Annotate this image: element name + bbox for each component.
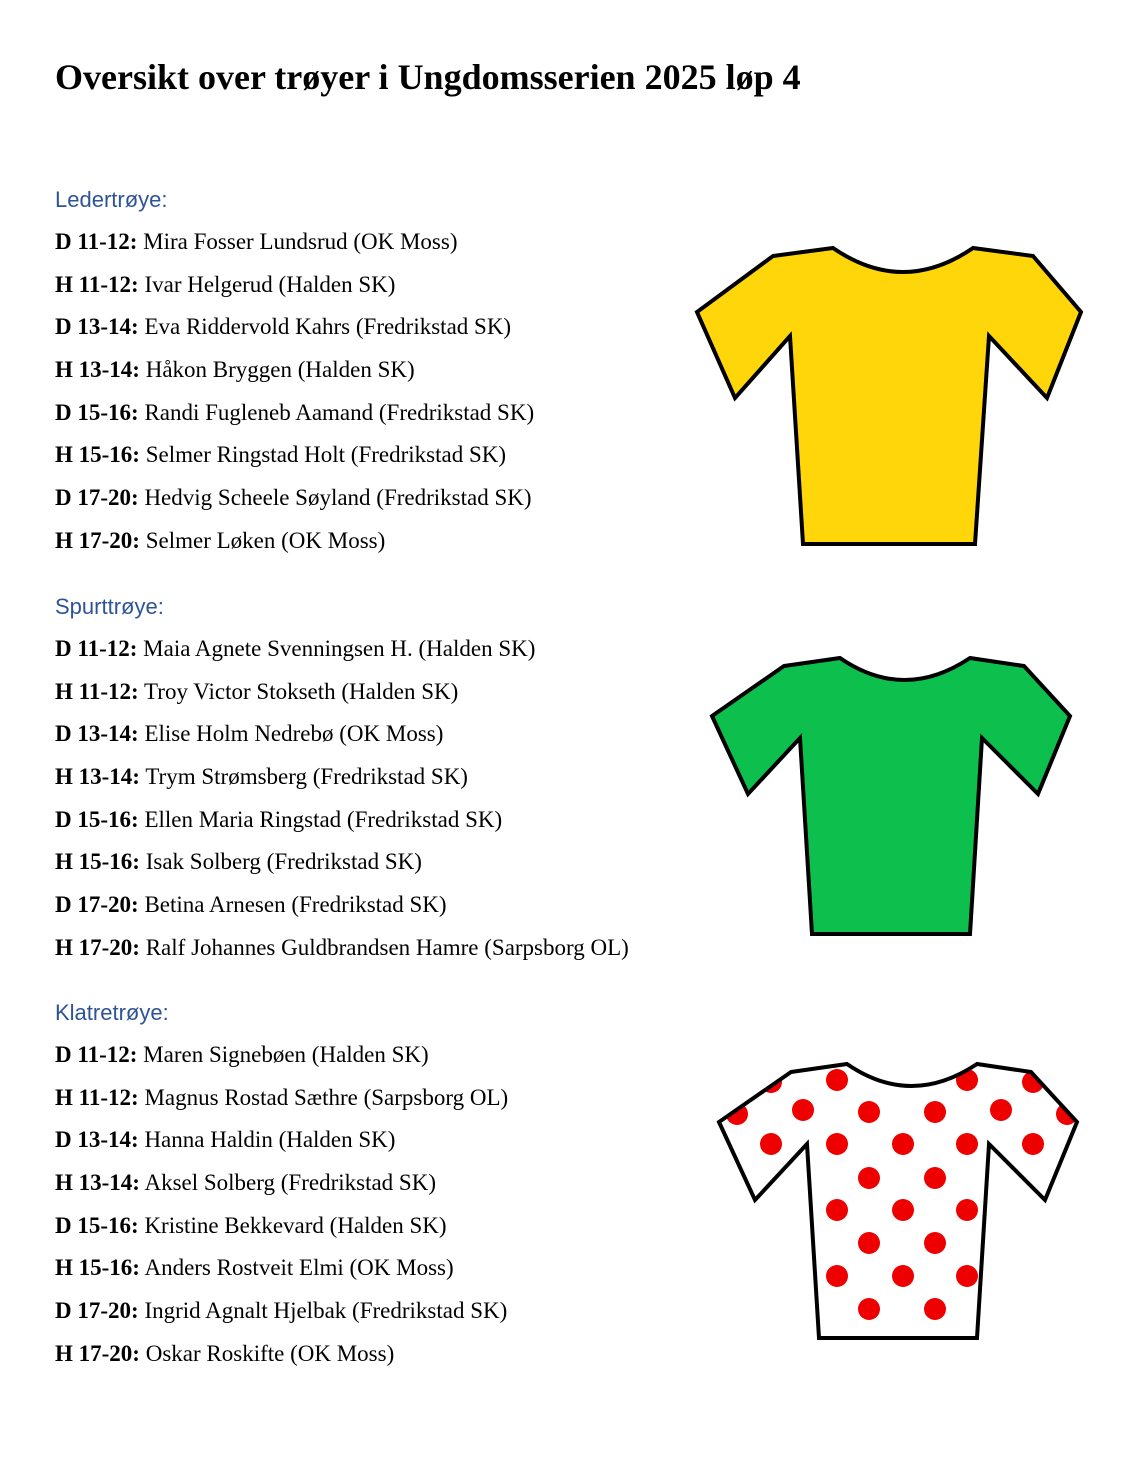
class-label: D 11-12: [55,1042,138,1067]
class-label: D 17-20: [55,892,139,918]
list-item [55,1166,695,1209]
rider-name: Ellen Maria Ringstad (Fredrikstad SK) [144,806,503,832]
class-label: H 13-14: [55,357,140,383]
class-label: D 11-12: [55,229,138,254]
list-item [55,396,695,439]
class-label: H 17-20: [55,1340,140,1366]
green-jersey-icon [708,654,1074,938]
list-item [55,524,695,567]
list-item [55,1038,695,1081]
rider-name: Eva Riddervold Kahrs (Fredrikstad SK) [144,314,512,340]
rider-name: Trym Strømsberg (Fredrikstad SK) [145,764,468,790]
rider-name: Selmer Løken (OK Moss) [145,527,386,553]
rider-name: Mira Fosser Lundsrud (OK Moss) [143,229,458,254]
rider-name: Anders Rostveit Elmi (OK Moss) [144,1255,454,1281]
list-item [55,1337,695,1380]
section-ledertroye [55,185,695,567]
class-label: H 15-16: [55,849,140,875]
list-item [55,1123,695,1166]
section-heading: Ledertrøye: [55,187,168,212]
list-item [55,888,695,931]
rider-name: Ivar Helgerud (Halden SK) [144,271,396,297]
rider-name: Magnus Rostad Sæthre (Sarpsborg OL) [144,1084,509,1110]
list-item [55,268,695,311]
class-label: H 15-16: [55,1255,140,1281]
rider-name: Hedvig Scheele Søyland (Fredrikstad SK) [144,485,532,511]
class-label: D 13-14: [55,1127,139,1153]
yellow-jersey-icon [693,244,1085,548]
class-label: H 17-20: [55,934,140,960]
rider-name: Hanna Haldin (Halden SK) [144,1127,396,1153]
section-klatretroye [55,998,695,1380]
polka-dot-jersey-icon [715,1060,1081,1342]
list-item [55,717,695,760]
rider-name: Randi Fugleneb Aamand (Fredrikstad SK) [144,399,535,425]
list-item [55,225,695,268]
list-item [55,632,695,675]
class-label: D 11-12: [55,636,138,661]
list-item [55,1081,695,1124]
rider-name: Isak Solberg (Fredrikstad SK) [145,849,422,875]
class-label: H 17-20: [55,527,140,553]
section-heading: Klatretrøye: [55,1000,169,1025]
class-label: H 11-12: [55,678,139,704]
list-item [55,310,695,353]
class-label: H 13-14: [55,764,140,790]
list-item [55,931,695,974]
class-label: D 17-20: [55,485,139,511]
rider-name: Oskar Roskifte (OK Moss) [145,1340,395,1366]
rider-name: Elise Holm Nedrebø (OK Moss) [144,721,444,747]
rider-name: Maren Signebøen (Halden SK) [143,1042,429,1067]
class-label: H 11-12: [55,1084,139,1110]
list-item [55,1251,695,1294]
list-item [55,760,695,803]
rider-name: Ralf Johannes Guldbrandsen Hamre (Sarpsborg OL) [145,934,629,960]
rider-name: Kristine Bekkevard (Halden SK) [144,1212,447,1238]
rider-name: Troy Victor Stokseth (Halden SK) [144,678,459,704]
list-item [55,438,695,481]
list-item [55,481,695,524]
class-label: D 15-16: [55,1212,139,1238]
list-item [55,845,695,888]
rider-name: Ingrid Agnalt Hjelbak (Fredrikstad SK) [144,1298,508,1324]
class-label: D 15-16: [55,806,139,832]
rider-name: Maia Agnete Svenningsen H. (Halden SK) [143,636,536,661]
class-label: D 13-14: [55,721,139,747]
page-title: Oversikt over trøyer i Ungdomsserien 2025 løp 4 [55,57,801,97]
section-heading: Spurttrøye: [55,594,164,619]
rider-name: Håkon Bryggen (Halden SK) [145,357,415,383]
list-item [55,1294,695,1337]
rider-name: Betina Arnesen (Fredrikstad SK) [144,892,447,918]
rider-name: Selmer Ringstad Holt (Fredrikstad SK) [145,442,507,468]
list-item [55,353,695,396]
rider-name: Aksel Solberg (Fredrikstad SK) [144,1170,436,1196]
class-label: H 15-16: [55,442,140,468]
class-label: D 15-16: [55,399,139,425]
list-item [55,803,695,846]
list-item [55,1209,695,1252]
list-item [55,675,695,718]
class-label: D 13-14: [55,314,139,340]
class-label: D 17-20: [55,1298,139,1324]
class-label: H 11-12: [55,271,139,297]
class-label: H 13-14: [55,1170,140,1196]
section-spurttroye [55,592,695,974]
